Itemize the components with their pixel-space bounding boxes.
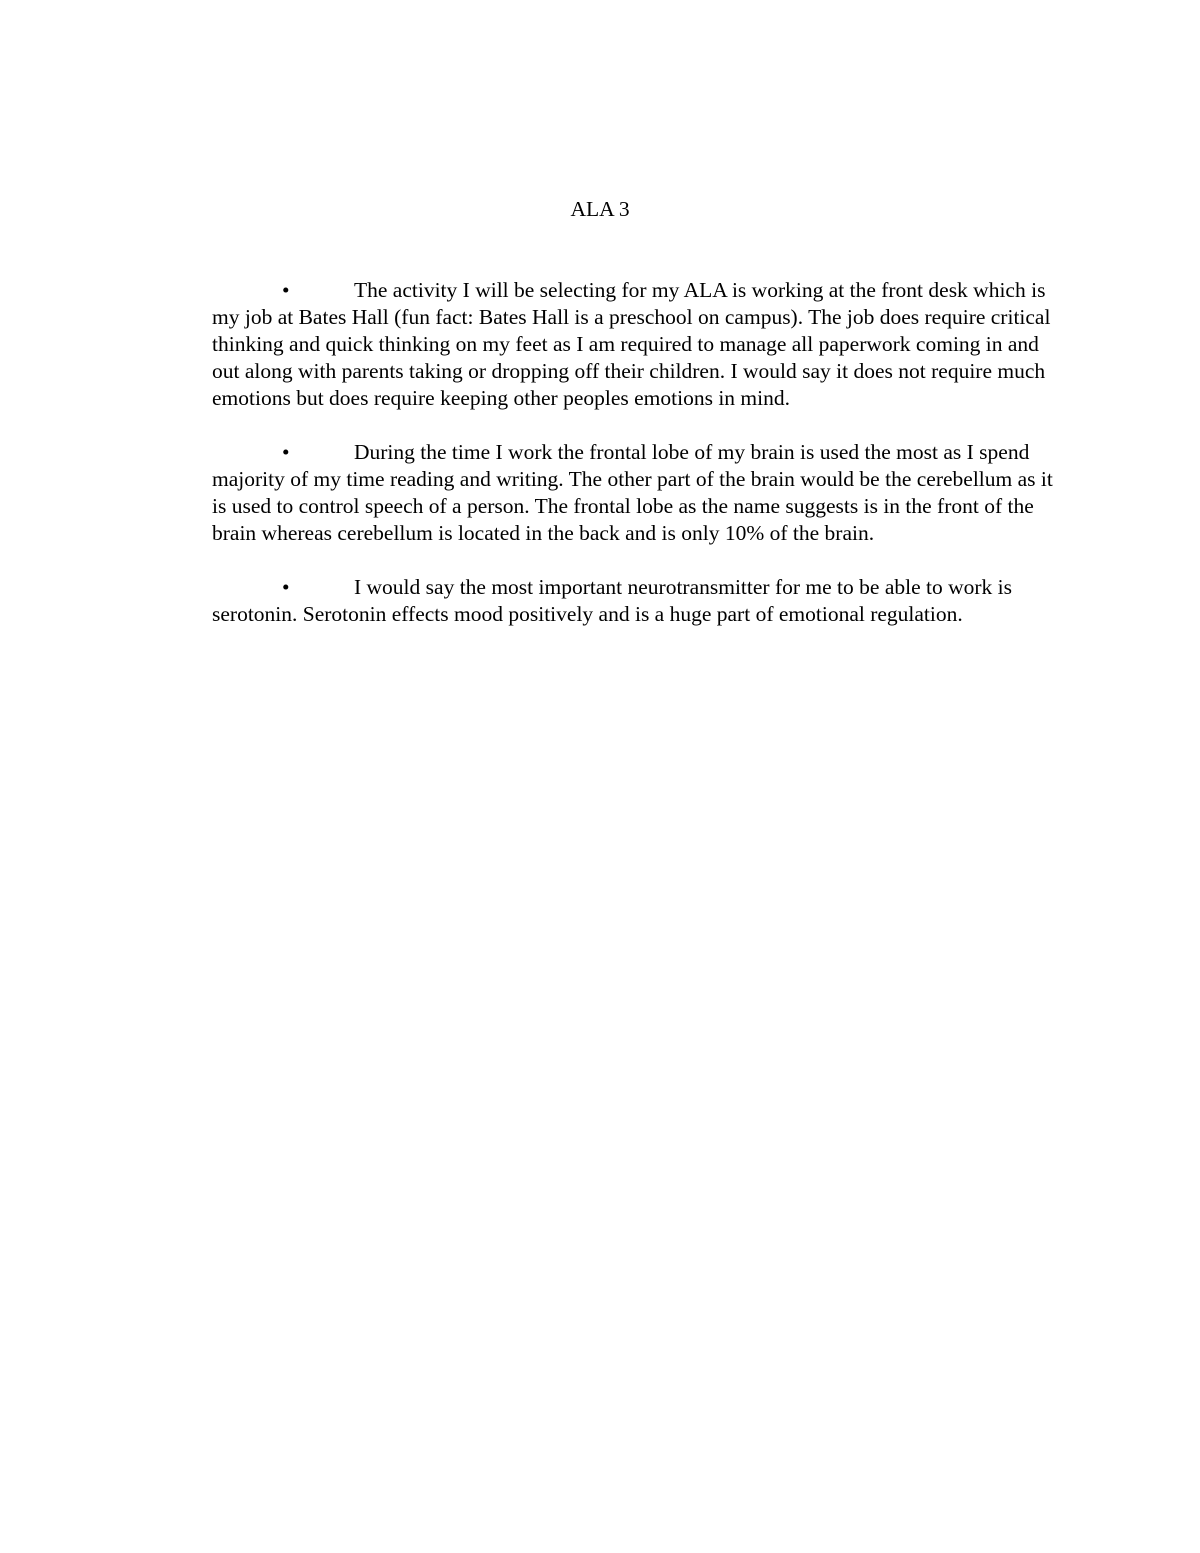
bullet-icon: •	[282, 278, 290, 302]
bullet-icon: •	[282, 575, 290, 599]
paragraph-text: I would say the most important neurotransmitter for me to be able to work is serotonin. Serotonin effects mood positively and is a huge part of emotional regulation.	[212, 575, 1012, 626]
bullet-paragraph-1	[212, 277, 1062, 412]
document-title: ALA 3	[570, 197, 630, 221]
document-body	[212, 277, 1062, 655]
bullet-paragraph-3	[212, 574, 1062, 628]
bullet-paragraph-2	[212, 439, 1062, 547]
bullet-icon: •	[282, 440, 290, 464]
paragraph-text: During the time I work the frontal lobe of my brain is used the most as I spend majority of my time reading and writing. The other part of the brain would be the cerebellum as it is used to control speech of a person. The frontal lobe as the name suggests is in the front of the brain whereas cerebellum is located in the back and is only 10% of the brain.	[212, 440, 1053, 545]
paragraph-text: The activity I will be selecting for my ALA is working at the front desk which is my job at Bates Hall (fun fact: Bates Hall is a preschool on campus). The job does require critical thinking and quick thinking on my feet as I am required to manage all paperwork coming in and out along with parents taking or dropping off their children. I would say it does not require much emotions but does require keeping other peoples emotions in mind.	[212, 278, 1051, 410]
